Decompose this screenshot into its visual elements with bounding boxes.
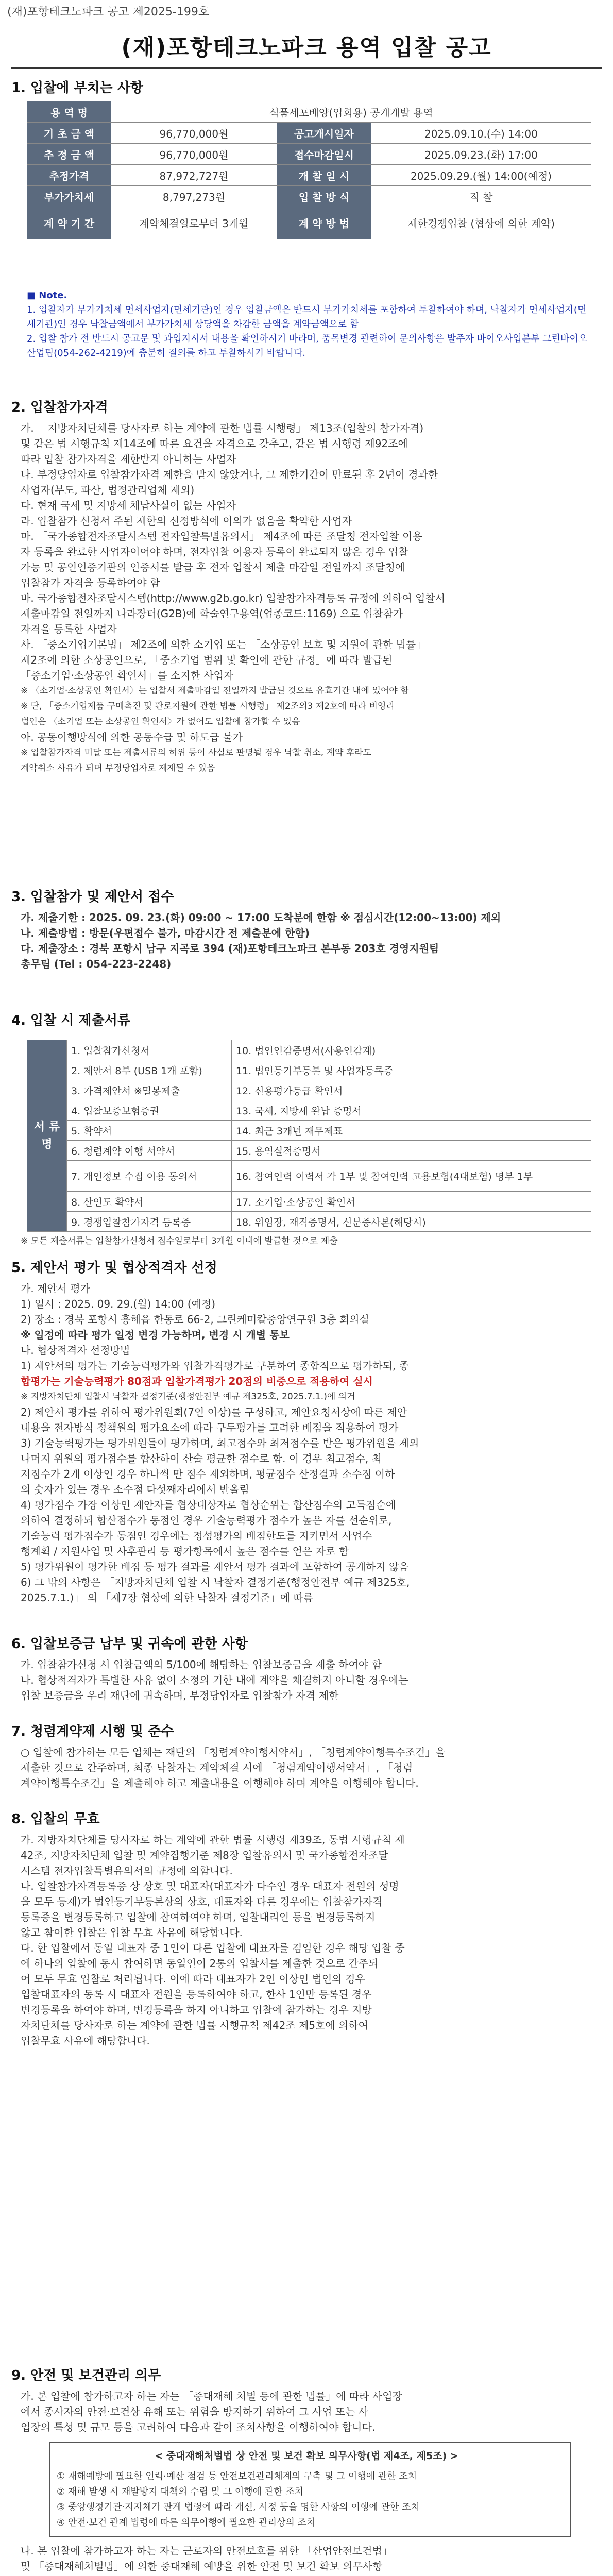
table-row xyxy=(27,123,591,144)
list-item: 가. 「지방자치단체를 당사자로 하는 계약에 관한 법률 시행령」 제13조(입찰의 참가자격) xyxy=(21,422,424,434)
list-item: 내용을 전자방식 정책원의 평가요소에 따라 구두평가를 고려한 배점을 적용하여 평가 xyxy=(21,1421,399,1434)
doc-cell: 1. 입찰참가신청서 xyxy=(67,1040,232,1060)
list-item: 5) 평가위원이 평가한 배점 등 평가 결과를 제안서 평가 결과에 포함하여 공개하지 않음 xyxy=(21,1561,409,1573)
doc-cell: 16. 참여인력 이력서 각 1부 및 참여인력 고용보험(4대보험) 명부 1부 xyxy=(231,1161,591,1192)
note-item: 1. 입찰자가 부가가치세 면세사업자(면세기관)인 경우 입찰금액은 반드시 부가가치세를 포함하여 투찰하여야 하며, 낙찰자가 면세사업자(면세기관)인 경우 낙찰금액에서 부가가치세 상당액을 차감한 금액을 계약금액으로 함 xyxy=(27,304,587,330)
doc-cell: 6. 청렴계약 이행 서약서 xyxy=(67,1141,232,1161)
table-row xyxy=(27,101,591,123)
doc-cell: 9. 경쟁입찰참가자격 등록증 xyxy=(67,1212,232,1232)
list-item: ※ 일정에 따라 평가 일정 변경 가능하며, 변경 시 개별 통보 xyxy=(21,1329,290,1341)
label-cell: 접수마감일시 xyxy=(277,144,371,165)
list-item: 바. 국가종합전자조달시스템(http://www.g2b.go.kr) 입찰참가자격등록 규정에 의하여 입찰서 xyxy=(21,592,446,604)
section-2-title: 2. 입찰참가자격 xyxy=(11,400,108,415)
doc-cell: 5. 확약서 xyxy=(67,1121,232,1141)
list-item: 나. 협상적격자 선정방법 xyxy=(21,1344,130,1357)
safety-box-item: ② 재해 발생 시 재발방지 대책의 수립 및 그 이행에 관한 조치 xyxy=(57,2486,303,2497)
list-item: 행계획 / 지원사업 및 사후관리 등 평가항목에서 높은 점수를 얻은 자로 함 xyxy=(21,1545,349,1557)
section-8-title: 8. 입찰의 무효 xyxy=(11,1811,100,1827)
doc-cell: 8. 산인도 확약서 xyxy=(67,1192,232,1212)
table-row xyxy=(27,1161,591,1192)
list-item: 시스템 전자입찰특별유의서의 규정에 의함니다. xyxy=(21,1865,233,1877)
safety-box-title: < 중대재해처벌법 상 안전 및 보건 확보 의무사항(법 제4조, 제5조) > xyxy=(155,2450,458,2462)
doc-cell: 17. 소기업·소상공인 확인서 xyxy=(231,1192,591,1212)
section-7-title: 7. 청렴계약제 시행 및 준수 xyxy=(11,1724,174,1739)
doc-cell: 12. 신용평가등급 확인서 xyxy=(231,1080,591,1100)
list-item: 의하여 결정하되 합산점수가 동점인 경우 기술능력평가 점수가 높은 자를 선순위로, xyxy=(21,1514,392,1527)
list-item: 가능 및 공인인증기관의 인증서를 발급 후 전자 입찰서 제출 마감일 전일까지 조달청에 xyxy=(21,561,405,573)
section-5-title: 5. 제안서 평가 및 협상적격자 선정 xyxy=(11,1260,217,1276)
table-row xyxy=(27,1212,591,1232)
label-cell: 공고개시일자 xyxy=(277,123,371,144)
value-cell: 96,770,000원 xyxy=(111,123,277,144)
list-item: 가. 제안서 평가 xyxy=(21,1282,90,1295)
list-item: ○ 입찰에 참가하는 모든 업체는 재단의 「청렴계약이행서약서」, 「청렴계약이행특수조건」을 xyxy=(21,1746,446,1758)
value-cell: 계약체결일로부터 3개월 xyxy=(111,207,277,239)
table-row xyxy=(27,144,591,165)
list-item: 의 숫자가 있는 경우 소수점 다섯째자리에서 반올림 xyxy=(21,1483,249,1496)
overview-table xyxy=(27,101,591,239)
list-item: 다. 한 입찰에서 동일 대표자 중 1인이 다른 입찰에 대표자를 겸임한 경우 해당 입찰 중 xyxy=(21,1942,405,1954)
label-cell: 추정가격 xyxy=(27,165,111,186)
list-item: ※ 단, 「중소기업제품 구매촉진 및 판로지원에 관한 법률 시행령」 제2조의3 제2호에 따라 비영리 xyxy=(21,701,395,711)
doc-cell: 13. 국세, 지방세 완납 증명서 xyxy=(231,1100,591,1121)
list-item: 업장의 특성 및 규모 등을 고려하여 다음과 같이 조치사항을 이행하여야 합니다. xyxy=(21,2421,376,2433)
list-item: 가. 본 입찰에 참가하고자 하는 자는 「중대재해 처벌 등에 관한 법률」에 따라 사업장 xyxy=(21,2390,402,2402)
list-item: 제출마감일 전일까지 나라장터(G2B)에 학술연구용역(업종코드:1169) 으로 입찰참가 xyxy=(21,607,403,620)
list-item: 계약취소 사유가 되며 부정당업자로 제재될 수 있음 xyxy=(21,763,215,773)
value-cell: 식품세포배양(입회용) 공개개발 용역 xyxy=(111,101,591,123)
list-item: 총무팀 (Tel : 054-223-2248) xyxy=(21,958,172,970)
note-item: 2. 입찰 참가 전 반드시 공고문 및 과업지시서 내용을 확인하시기 바라며, 품목변경 관련하여 문의사항은 발주자 바이오사업본부 그린바이오산업팀(054-262-4219)에 충분히 질의를 하고 투찰하시기 바랍니다. xyxy=(27,333,588,359)
label-cell: 입 찰 방 식 xyxy=(277,186,371,207)
documents-note: ※ 모든 제출서류는 입찰참가신청서 접수일로부터 3개월 이내에 발급한 것으로 제출 xyxy=(21,1236,338,1246)
doc-cell: 7. 개인정보 수집 이용 동의서 xyxy=(67,1161,232,1192)
section-9-title: 9. 안전 및 보건관리 의무 xyxy=(11,2368,161,2383)
list-item: 가. 입찰참가신청 시 입찰금액의 5/100에 해당하는 입찰보증금을 제출 하여야 함 xyxy=(21,1658,382,1671)
section-7-list xyxy=(21,1744,592,1791)
list-item: 제2조에 의한 소상공인으로, 「중소기업 범위 및 확인에 관한 규정」에 따라 발급된 xyxy=(21,654,393,666)
list-item: 3) 기술능력평가는 평가위원들이 평가하며, 최고점수와 최저점수를 받은 평가위원을 제외 xyxy=(21,1437,419,1449)
list-item: ※ 입찰참가자격 미달 또는 제출서류의 허위 등이 사실로 판명될 경우 낙찰 취소, 계약 후라도 xyxy=(21,748,372,758)
list-item: 나. 입찰참가자격등록증 상 상호 및 대표자(대표자가 다수인 경우 대표자 전원의 성명 xyxy=(21,1880,399,1892)
safety-box-item: ④ 안전·보건 관계 법령에 따른 의무이행에 필요한 관리상의 조치 xyxy=(57,2517,316,2528)
list-item: 6) 그 밖의 사항은 「지방자치단체 입찰 시 낙찰자 결정기준(행정안전부 예규 제325호, xyxy=(21,1576,410,1588)
value-cell: 2025.09.23.(화) 17:00 xyxy=(371,144,591,165)
list-item: 가. 지방자치단체를 당사자로 하는 계약에 관한 법률 시행령 제39조, 동법 시행규칙 제 xyxy=(21,1834,405,1846)
list-item: 계약이행특수조건」을 제출해야 하고 제출내용을 이행해야 하며 계약을 이행해야 합니다. xyxy=(21,1777,419,1789)
announcement-number: (재)포항테크노파크 공고 제2025-199호 xyxy=(7,6,210,19)
list-item: 어 모두 무효 입찰로 처리됩니다. 이에 따라 대표자가 2인 이상인 법인의 경우 xyxy=(21,1973,365,1985)
section-8-list xyxy=(21,1832,592,2048)
value-cell: 96,770,000원 xyxy=(111,144,277,165)
label-cell: 부가가치세 xyxy=(27,186,111,207)
table-row xyxy=(27,1060,591,1080)
section-9b-list xyxy=(21,2543,592,2576)
doc-cell: 15. 용역실적증명서 xyxy=(231,1141,591,1161)
list-item: 자 등록을 완료한 사업자이어야 하며, 전자입찰 이용자 등록이 완료되지 않은 경우 입찰 xyxy=(21,546,408,558)
list-item: 사. 「중소기업기본법」 제2조에 의한 소기업 또는 「소상공인 보호 및 지원에 관한 법률」 xyxy=(21,638,427,651)
value-cell: 2025.09.29.(월) 14:00(예정) xyxy=(371,165,591,186)
list-item: 기술능력 평가점수가 동점인 경우에는 정성평가의 배점한도를 지키면서 사업수 xyxy=(21,1530,372,1542)
table-row xyxy=(27,1192,591,1212)
label-cell: 추 정 금 액 xyxy=(27,144,111,165)
list-item: 다. 제출장소 : 경북 포항시 남구 지곡로 394 (재)포항테크노파크 본부동 203호 경영지원팀 xyxy=(21,942,439,955)
list-item: 2) 장소 : 경북 포항시 흥해읍 한동로 66-2, 그린케미칼중앙연구원 3층 회의실 xyxy=(21,1313,369,1326)
page-title: (재)포항테크노파크 용역 입찰 공고 xyxy=(121,35,492,61)
table-row xyxy=(27,1040,591,1060)
list-item: 에 하나의 입찰에 동시 참여하면 동일인이 2통의 입찰서를 제출한 것으로 간주되 xyxy=(21,1957,379,1970)
list-item: 변경등록을 하여야 하며, 변경등록을 하지 아니하고 입찰에 참가하는 경우 지방 xyxy=(21,2004,372,2016)
list-item: 사업자(부도, 파산, 법정관리업체 제외) xyxy=(21,484,195,496)
value-cell: 8,797,273원 xyxy=(111,186,277,207)
list-item: ※ 〈소기업·소상공인 확인서〉는 입찰서 제출마감일 전일까지 발급된 것으로 유효기간 내에 있어야 함 xyxy=(21,686,409,696)
table-row xyxy=(27,1100,591,1121)
label-cell: 계 약 기 간 xyxy=(27,207,111,239)
doc-cell: 2. 제안서 8부 (USB 1개 포함) xyxy=(67,1060,232,1080)
list-item: 42조, 지방자치단체 입찰 및 계약집행기준 제8장 입찰유의서 및 국가종합전자조달 xyxy=(21,1849,388,1861)
list-item: 및 같은 법 시행규칙 제14조에 따른 요건을 자격으로 갖추고, 같은 법 시행령 제92조에 xyxy=(21,437,408,450)
safety-box-item: ③ 중앙행정기관·지자체가 관계 법령에 따라 개선, 시정 등을 명한 사항의 이행에 관한 조치 xyxy=(57,2502,420,2513)
list-item: 나. 협상적격자가 특별한 사유 없이 소정의 기한 내에 계약을 체결하지 아니할 경우에는 xyxy=(21,1674,408,1686)
section-4-title: 4. 입찰 시 제출서류 xyxy=(11,1013,130,1028)
list-item: 「중소기업·소상공인 확인서」를 소지한 사업자 xyxy=(21,669,234,682)
list-item: ※ 지방자치단체 입찰시 낙찰자 결정기준(행정안전부 예규 제325호, 2025.7.1.)에 의거 xyxy=(21,1392,355,1402)
list-item: 2) 제안서 평가를 위하여 평가위원회(7인 이상)를 구성하고, 제안요청서상에 따른 제안 xyxy=(21,1406,407,1418)
list-item: 다. 현재 국세 및 지방세 체납사실이 없는 사업자 xyxy=(21,499,236,512)
section-6-title: 6. 입찰보증금 납부 및 귀속에 관한 사항 xyxy=(11,1636,248,1652)
list-item: 입찰 보증금을 우리 재단에 귀속하며, 부정당업자로 입찰참가 자격 제한 xyxy=(21,1689,339,1702)
documents-side-label: 서 류 명 xyxy=(27,1040,67,1232)
table-row xyxy=(27,1080,591,1100)
table-row xyxy=(27,186,591,207)
value-cell: 2025.09.10.(수) 14:00 xyxy=(371,123,591,144)
doc-cell: 4. 입찰보증보험증권 xyxy=(67,1100,232,1121)
note-block xyxy=(27,289,591,361)
list-item: 자치단체를 당사자로 하는 계약에 관한 법률 시행규칙 제42조 제5호에 의하여 xyxy=(21,2019,368,2031)
label-cell: 용 역 명 xyxy=(27,101,111,123)
section-3-title: 3. 입찰참가 및 제안서 접수 xyxy=(11,889,174,905)
section-9-list xyxy=(21,2388,592,2435)
label-cell: 기 초 금 액 xyxy=(27,123,111,144)
list-item: 자격을 등록한 사업자 xyxy=(21,623,117,635)
list-item: 아. 공동이행방식에 의한 공동수급 및 하도급 불가 xyxy=(21,731,243,743)
list-item: 1) 일시 : 2025. 09. 29.(월) 14:00 (예정) xyxy=(21,1298,216,1310)
list-item: 2025.7.1.)」 의 「제7장 협상에 의한 낙찰자 결정기준」에 따름 xyxy=(21,1591,314,1604)
table-row xyxy=(27,1121,591,1141)
list-item xyxy=(21,2574,592,2576)
list-item: 라. 입찰참가 신청서 주된 제한의 선정방식에 이의가 없음을 확약한 사업자 xyxy=(21,515,352,527)
table-row xyxy=(27,1141,591,1161)
list-item: 및 「중대재해처벌법」에 의한 중대재해 예방을 위한 안전 및 보건 확보 의무사항 xyxy=(21,2560,383,2572)
value-cell: 직 찰 xyxy=(371,186,591,207)
title-divider xyxy=(11,67,602,69)
value-cell: 87,972,727원 xyxy=(111,165,277,186)
doc-cell: 3. 가격제안서 ※밀봉제출 xyxy=(67,1080,232,1100)
label-cell: 계 약 방 법 xyxy=(277,207,371,239)
list-item: 4) 평가점수 가장 이상인 제안자를 협상대상자로 협상순위는 합산점수의 고득점순에 xyxy=(21,1499,396,1511)
safety-box-item: ① 재해예방에 필요한 인력·예산 점검 등 안전보건관리체계의 구축 및 그 이행에 관한 조치 xyxy=(57,2471,417,2482)
table-row xyxy=(27,165,591,186)
list-item: 나. 제출방법 : 방문(우편접수 불가, 마감시간 전 제출분에 한함) xyxy=(21,927,310,939)
list-item: 에서 종사자의 안전·보건상 유해 또는 위험을 방지하기 위하여 그 사업 또는 사 xyxy=(21,2405,369,2418)
list-item: 법인은 〈소기업 또는 소상공인 확인서〉가 없어도 입찰에 참가할 수 있음 xyxy=(21,717,300,727)
value-cell: 제한경쟁입찰 (협상에 의한 계약) xyxy=(371,207,591,239)
doc-cell: 10. 법인인감증명서(사용인감계) xyxy=(231,1040,591,1060)
documents-table xyxy=(27,1040,591,1232)
list-item: 입찰대표자의 동록 시 대표자 전원을 등록하여야 하고, 한사 1인만 등록된 경우 xyxy=(21,1988,372,2001)
section-6-list xyxy=(21,1657,592,1703)
list-item: 등록증을 변경등록하고 입찰에 참여하여야 하며, 입찰대리인 등을 변경등록하지 xyxy=(21,1911,376,1923)
list-item: 입찰무효 사유에 해당합니다. xyxy=(21,2035,150,2047)
note-heading: ■ Note. xyxy=(27,290,67,301)
list-item: 을 모두 등재)가 법인등기부등본상의 상호, 대표자와 다른 경우에는 입찰참가자격 xyxy=(21,1895,383,1908)
section-1-title: 1. 입찰에 부치는 사항 xyxy=(11,80,144,96)
section-3-list xyxy=(21,910,592,972)
list-item: 제출한 것으로 간주하며, 최종 낙찰자는 계약체결 시에 「청렴계약이행서약서」, 「청렴 xyxy=(21,1761,413,1774)
list-item: 나. 본 입찰에 참가하고자 하는 자는 근로자의 안전보호를 위한 「산업안전보건법」 xyxy=(21,2545,393,2557)
doc-cell: 18. 위임장, 재직증명서, 신분증사본(해당시) xyxy=(231,1212,591,1232)
list-item: 합평가는 기술능력평가 80점과 입찰가격평가 20점의 비중으로 적용하여 실시 xyxy=(21,1375,373,1387)
list-item: 가. 제출기한 : 2025. 09. 23.(화) 09:00 ~ 17:00 도착분에 한함 ※ 점심시간(12:00~13:00) 제외 xyxy=(21,911,501,924)
table-row xyxy=(27,207,591,239)
doc-cell: 14. 최근 3개년 재무제표 xyxy=(231,1121,591,1141)
list-item: 나머지 위원의 평가점수를 합산하여 산술 평균한 점수로 함. 이 경우 최고점수, 최 xyxy=(21,1452,382,1465)
list-item: 저점수가 2개 이상인 경우 하나씩 만 점수 제외하며, 평균점수 산정결과 소수점 이하 xyxy=(21,1468,395,1480)
list-item: 입찰참가 자격을 등록하여야 함 xyxy=(21,577,160,589)
list-item: 1) 제안서의 평가는 기술능력평가와 입찰가격평가로 구분하여 종합적으로 평가하되, 종 xyxy=(21,1360,409,1372)
list-item: 않고 참여한 입찰은 입찰 무효 사유에 해당합니다. xyxy=(21,1926,243,1939)
section-5-list xyxy=(21,1281,592,1605)
list-item: 나. 부정당업자로 입찰참가자격 제한을 받지 않았거나, 그 제한기간이 만료된 후 2년이 경과한 xyxy=(21,468,438,481)
label-cell: 개 찰 일 시 xyxy=(277,165,371,186)
list-item: 따라 입찰 참가자격을 제한받지 아니하는 사업자 xyxy=(21,453,236,465)
doc-cell: 11. 법인등기부등본 및 사업자등록증 xyxy=(231,1060,591,1080)
list-item: 마. 「국가종합전자조달시스템 전자입찰특별유의서」 제4조에 따른 조달청 전자입찰 이용 xyxy=(21,530,422,543)
section-2-list xyxy=(21,420,592,776)
